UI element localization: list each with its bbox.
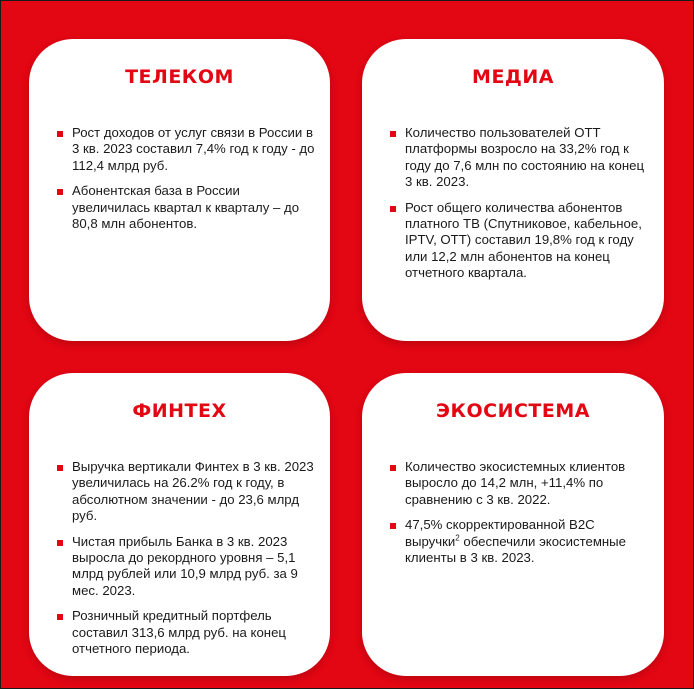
media-bullet-1-text: Количество пользователей OTT платформы возросло на 33,2% год к году до 7,6 млн по состоянию на конец 3 кв. 2023. <box>405 125 644 190</box>
fintech-bullet-3 <box>56 608 316 657</box>
ecosystem-bullet-1 <box>389 459 650 508</box>
media-title: МЕДИА <box>472 66 554 88</box>
telecom-title: ТЕЛЕКОМ <box>125 66 234 88</box>
telecom-card <box>29 39 330 341</box>
bullet-square-icon <box>57 189 63 195</box>
ecosystem-bullet-2-after: обеспечили экосистемные клиенты в 3 кв. 2023. <box>405 533 626 566</box>
fintech-bullet-1 <box>56 459 316 525</box>
telecom-bullet-1-text: Рост доходов от услуг связи в России в 3 кв. 2023 составил 7,4% год к году - до 112,4 млрд руб. <box>72 125 315 173</box>
footnote-marker: 2 <box>455 533 460 543</box>
bullet-square-icon <box>390 131 396 137</box>
bullet-square-icon <box>390 523 396 529</box>
telecom-bullet-1 <box>56 125 316 174</box>
media-bullet-list <box>389 125 650 291</box>
bullet-square-icon <box>57 465 63 471</box>
bullet-square-icon <box>390 465 396 471</box>
ecosystem-bullet-list <box>389 459 650 575</box>
fintech-card <box>29 373 330 676</box>
ecosystem-card <box>362 373 664 676</box>
bullet-square-icon <box>57 540 63 546</box>
media-bullet-1 <box>389 125 650 191</box>
media-card <box>362 39 664 341</box>
ecosystem-bullet-2 <box>389 517 650 566</box>
ecosystem-bullet-1-text: Количество экосистемных клиентов выросло до 14,2 млн, +11,4% по сравнению с 3 кв. 2022. <box>405 459 626 507</box>
media-bullet-2 <box>389 200 650 282</box>
fintech-title: ФИНТЕХ <box>132 400 227 422</box>
fintech-bullet-2-text: Чистая прибыль Банка в 3 кв. 2023 выросла до рекордного уровня – 5,1 млрд рублей или 10,9 млрд руб. за 9 мес. 2023. <box>72 533 298 598</box>
fintech-bullet-3-text: Розничный кредитный портфель составил 313,6 млрд руб. на конец отчетного периода. <box>72 608 286 657</box>
bullet-square-icon <box>57 131 63 137</box>
bullet-square-icon <box>390 206 396 212</box>
ecosystem-title: ЭКОСИСТЕМА <box>436 400 590 422</box>
fintech-bullet-1-text: Выручка вертикали Финтех в 3 кв. 2023 увеличилась на 26.2% год к году, в абсолютном значении - до 23,6 млрд руб. <box>72 459 314 524</box>
fintech-bullet-2 <box>56 534 316 600</box>
telecom-bullet-2 <box>56 183 316 232</box>
telecom-bullet-list <box>56 125 316 241</box>
fintech-bullet-list <box>56 459 316 666</box>
ecosystem-bullet-2-before: 47,5% скорректированной B2C выручки <box>405 517 595 549</box>
media-bullet-2-text: Рост общего количества абонентов платного ТВ (Спутниковое, кабельное, IPTV, OTT) составил 19,8% год к году или 12,2 млн абонентов на конец отчетного квартала. <box>405 199 642 281</box>
bullet-square-icon <box>57 614 63 620</box>
telecom-bullet-2-text: Абонентская база в России увеличилась квартал к кварталу – до 80,8 млн абонентов. <box>72 183 300 232</box>
